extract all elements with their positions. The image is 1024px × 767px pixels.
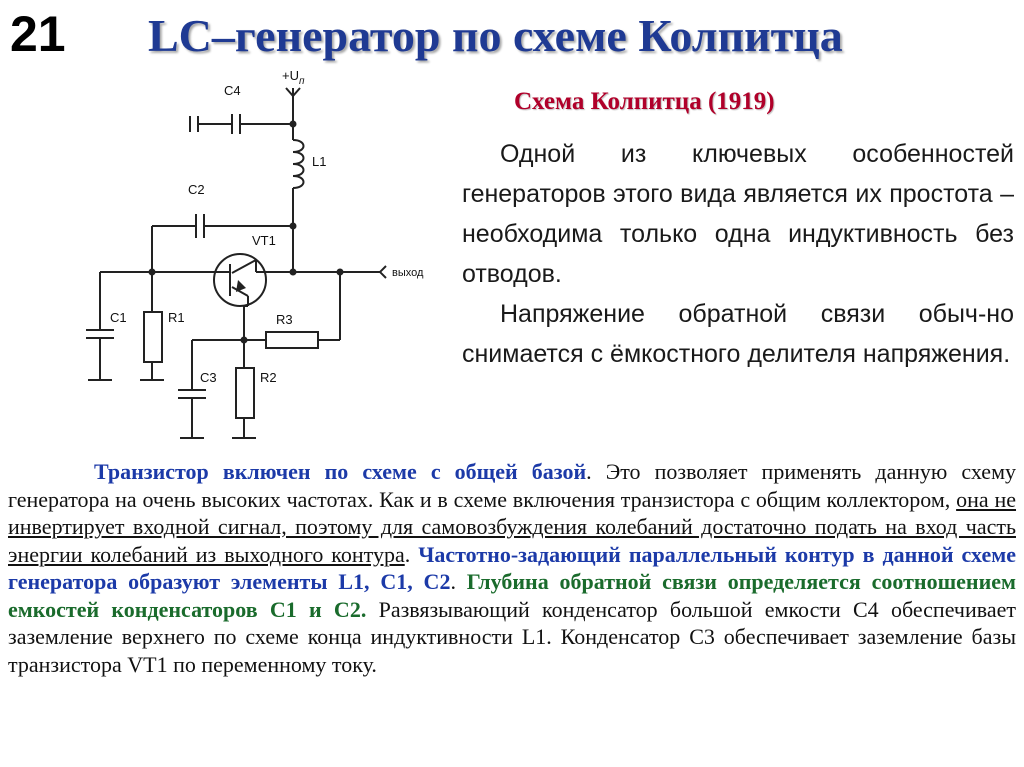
body-punct-1: . (404, 541, 419, 567)
label-c1: C1 (110, 310, 127, 325)
body-sentence-1: . Это позволяет применять данную схему генератора на очень высоких частотах. Как и в схеме включения транзистора с общим коллектором, (8, 459, 1016, 512)
intro-paragraph-1: Одной из ключевых особенностей генераторов этого вида является их простота – необходима только одна индуктивность без отводов. (462, 140, 1014, 288)
supply-label: $+U_п$ (282, 68, 305, 87)
schematic-subtitle: Схема Колпитца (1919) (514, 88, 775, 115)
non-inverting-phrase: она не инвертирует входной сигнал, поэтому для самовозбуждения колебаний достаточно подать на вход часть энергии колебаний из выходного контура (8, 486, 1017, 567)
common-base-phrase: Транзистор включен по схеме с общей базой (94, 459, 587, 484)
body-sentence-final: Развязывающий конденсатор большой емкости C4 обеспечивает заземление верхнего по схеме конца индуктивности L1. Конденсатор C3 обеспечивает заземление базы транзистора VT1 по переменному току. (8, 596, 1016, 677)
colpitts-schematic (72, 66, 492, 456)
label-vt1: VT1 (252, 233, 276, 248)
tank-circuit-phrase: Частотно-задающий параллельный контур в данной схеме генератора образуют элементы L1, C1, C2 (8, 541, 1017, 594)
intro-paragraph-2: Напряжение обратной связи обыч-но снимается с ёмкостного делителя напряжения. (462, 300, 1014, 368)
label-l1: L1 (312, 154, 327, 169)
body-paragraph (8, 458, 1016, 678)
label-r2: R2 (260, 370, 277, 385)
label-c2: C2 (188, 182, 205, 197)
label-r3: R3 (276, 312, 293, 327)
label-output: выход (392, 267, 424, 279)
label-c3: C3 (200, 370, 217, 385)
label-r1: R1 (168, 310, 185, 325)
feedback-depth-phrase: Глубина обратной связи определяется соотношением емкостей конденсаторов C1 и C2. (8, 569, 1017, 622)
body-punct-2: . (450, 569, 467, 594)
slide-title: LC–генератор по схеме Колпитца (148, 10, 843, 61)
slide-number: 21 (10, 6, 66, 62)
intro-text (462, 134, 1014, 374)
label-c4: C4 (224, 83, 241, 98)
